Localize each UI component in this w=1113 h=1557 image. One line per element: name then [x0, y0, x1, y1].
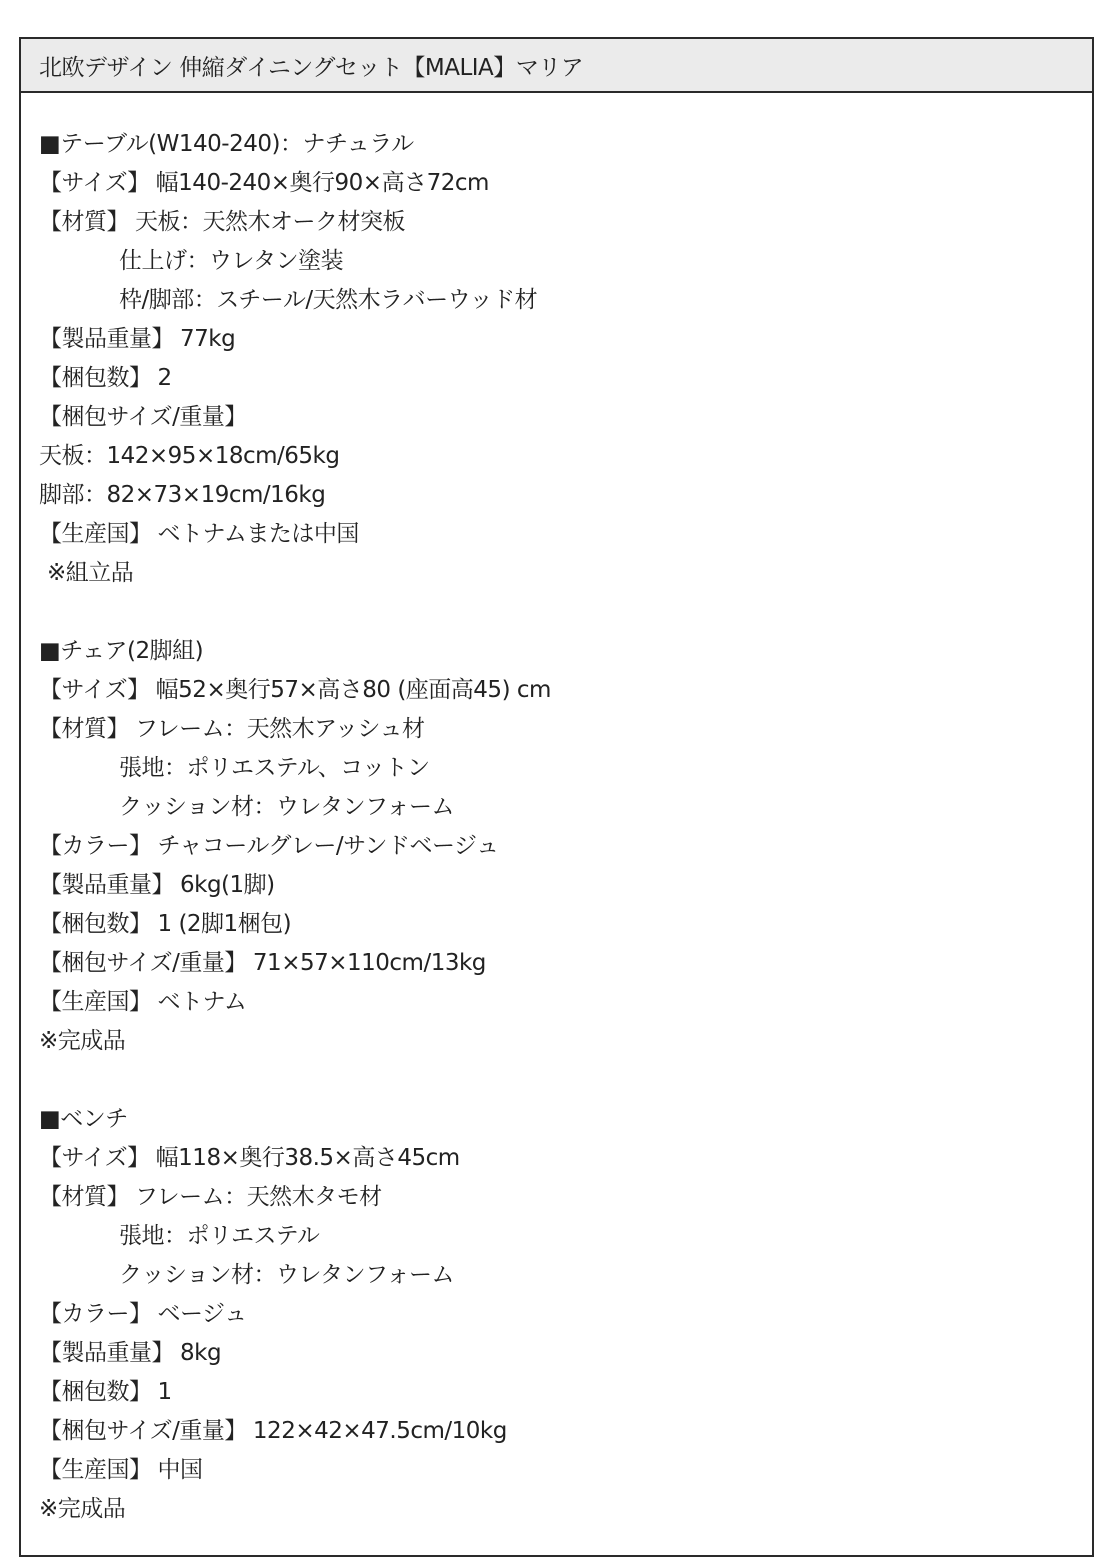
table-size-row: [39, 164, 1092, 203]
bench-weight-label: 【製品重量】: [39, 1340, 174, 1366]
chair-color-value: チャコールグレー/サンドベージュ: [157, 833, 499, 859]
table-package-size-label: 【梱包サイズ/重量】: [39, 404, 247, 430]
spec-header: [21, 39, 1092, 93]
chair-cushion-row: [39, 788, 1092, 827]
chair-package-size-label: 【梱包サイズ/重量】: [39, 950, 247, 976]
chair-upholstery-value: 張地：ポリエステル、コットン: [119, 755, 430, 781]
chair-color-label: 【カラー】: [39, 833, 152, 859]
chair-size-row: [39, 671, 1092, 710]
bench-material-row: [39, 1178, 1092, 1217]
table-size-label: 【サイズ】: [39, 170, 150, 196]
bench-size-label: 【サイズ】: [39, 1145, 150, 1171]
chair-upholstery-row: [39, 749, 1092, 788]
table-material-row: [39, 203, 1092, 242]
table-packages-label: 【梱包数】: [39, 365, 152, 391]
bench-note-row: [39, 1490, 1092, 1529]
bench-packages-label: 【梱包数】: [39, 1379, 152, 1405]
bench-material-value: フレーム：天然木タモ材: [135, 1184, 382, 1210]
table-origin-row: [39, 515, 1092, 554]
table-size-value: 幅140-240×奥行90×高さ72cm: [155, 170, 489, 196]
bench-color-label: 【カラー】: [39, 1301, 152, 1327]
chair-heading: [39, 632, 1092, 671]
product-title: 北欧デザイン 伸縮ダイニングセット【MALIA】マリア: [39, 54, 584, 81]
bench-color-value: ベージュ: [157, 1301, 247, 1327]
bench-weight-value: 8kg: [180, 1340, 222, 1366]
table-origin-label: 【生産国】: [39, 521, 152, 547]
table-package-legs-row: [39, 476, 1092, 515]
bench-spec-section: [39, 1100, 1092, 1529]
chair-packages-label: 【梱包数】: [39, 911, 152, 937]
table-spec-section: [39, 125, 1092, 593]
table-finish-value: 仕上げ：ウレタン塗装: [119, 248, 344, 274]
table-packages-row: [39, 359, 1092, 398]
bench-color-row: [39, 1295, 1092, 1334]
bench-package-size-label: 【梱包サイズ/重量】: [39, 1418, 247, 1444]
bench-size-value: 幅118×奥行38.5×高さ45cm: [155, 1145, 460, 1171]
table-packages-value: 2: [157, 365, 172, 391]
bench-packages-row: [39, 1373, 1092, 1412]
chair-heading-text: ■チェア(2脚組): [39, 638, 204, 664]
table-weight-label: 【製品重量】: [39, 326, 174, 352]
chair-weight-row: [39, 866, 1092, 905]
bench-package-size-row: [39, 1412, 1092, 1451]
table-heading: [39, 125, 1092, 164]
table-package-legs-value: 脚部：82×73×19cm/16kg: [39, 482, 326, 508]
chair-weight-value: 6kg(1脚): [180, 872, 275, 898]
table-heading-text: ■テーブル(W140-240)：ナチュラル: [39, 131, 414, 157]
chair-package-size-row: [39, 944, 1092, 983]
chair-size-value: 幅52×奥行57×高さ80 (座面高45) cm: [155, 677, 551, 703]
bench-note: ※完成品: [39, 1496, 126, 1522]
chair-material-row: [39, 710, 1092, 749]
bench-upholstery-row: [39, 1217, 1092, 1256]
chair-size-label: 【サイズ】: [39, 677, 150, 703]
table-material-label: 【材質】: [39, 209, 129, 235]
chair-origin-label: 【生産国】: [39, 989, 152, 1015]
table-weight-row: [39, 320, 1092, 359]
bench-origin-row: [39, 1451, 1092, 1490]
bench-heading-text: ■ベンチ: [39, 1106, 128, 1132]
chair-color-row: [39, 827, 1092, 866]
bench-material-label: 【材質】: [39, 1184, 129, 1210]
table-package-size-row: [39, 398, 1092, 437]
product-spec-box: [19, 37, 1094, 1557]
table-package-top-row: [39, 437, 1092, 476]
chair-material-label: 【材質】: [39, 716, 129, 742]
table-material-value: 天板：天然木オーク材突板: [135, 209, 405, 235]
table-frame-value: 枠/脚部：スチール/天然木ラバーウッド材: [119, 287, 538, 313]
bench-upholstery-value: 張地：ポリエステル: [119, 1223, 320, 1249]
bench-heading: [39, 1100, 1092, 1139]
bench-size-row: [39, 1139, 1092, 1178]
chair-note: ※完成品: [39, 1028, 126, 1054]
chair-package-size-value: 71×57×110cm/13kg: [252, 950, 486, 976]
table-note: ※組立品: [47, 560, 134, 586]
bench-origin-value: 中国: [157, 1457, 203, 1483]
chair-origin-value: ベトナム: [157, 989, 247, 1015]
table-weight-value: 77kg: [180, 326, 236, 352]
spec-body: [21, 93, 1092, 1529]
section-spacer: [39, 593, 1092, 632]
chair-cushion-value: クッション材：ウレタンフォーム: [119, 794, 454, 820]
chair-weight-label: 【製品重量】: [39, 872, 174, 898]
bench-origin-label: 【生産国】: [39, 1457, 152, 1483]
chair-material-value: フレーム：天然木アッシュ材: [135, 716, 425, 742]
table-frame-row: [39, 281, 1092, 320]
chair-packages-value: 1 (2脚1梱包): [157, 911, 292, 937]
section-spacer: [39, 1061, 1092, 1100]
table-note-row: [39, 554, 1092, 593]
chair-origin-row: [39, 983, 1092, 1022]
chair-spec-section: [39, 632, 1092, 1061]
table-package-top-value: 天板：142×95×18cm/65kg: [39, 443, 340, 469]
bench-packages-value: 1: [157, 1379, 172, 1405]
table-origin-value: ベトナムまたは中国: [157, 521, 359, 547]
bench-package-size-value: 122×42×47.5cm/10kg: [252, 1418, 507, 1444]
bench-cushion-value: クッション材：ウレタンフォーム: [119, 1262, 454, 1288]
bench-cushion-row: [39, 1256, 1092, 1295]
chair-packages-row: [39, 905, 1092, 944]
table-finish-row: [39, 242, 1092, 281]
chair-note-row: [39, 1022, 1092, 1061]
bench-weight-row: [39, 1334, 1092, 1373]
